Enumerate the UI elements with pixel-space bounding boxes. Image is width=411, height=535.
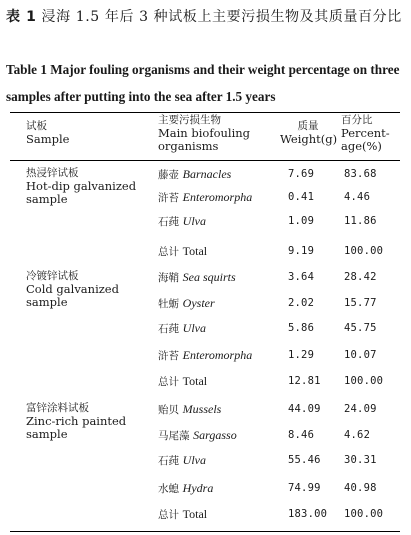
percentage-cell: 4.62 <box>344 429 371 441</box>
weight-cell: 183.00 <box>288 508 328 520</box>
weight-cell: 9.19 <box>288 245 315 257</box>
organism-name-zh: 水螅 <box>158 483 179 495</box>
organism-name-zh: 总计 <box>158 509 179 521</box>
weight-cell: 7.69 <box>288 168 315 180</box>
organism-name-zh: 石莼 <box>158 455 179 467</box>
organism-name-en: Hydra <box>182 481 214 495</box>
organism-name-zh: 石莼 <box>158 323 179 335</box>
header-weight-en: Weight(g) <box>280 132 338 146</box>
caption-english-text: Major fouling organisms and their weight percentage on three samples after putting into the sea after 1.5 years <box>6 62 400 104</box>
organism-name-zh: 贻贝 <box>158 404 179 416</box>
caption-english-label: Table 1 <box>6 62 47 77</box>
organism-name-en: Mussels <box>182 402 222 416</box>
organism-name-zh: 浒苔 <box>158 350 179 362</box>
organism-name-en: Enteromorpha <box>182 190 253 204</box>
caption-chinese <box>6 4 406 31</box>
weight-cell: 44.09 <box>288 403 321 415</box>
header-organism-en-1: Main biofouling <box>158 126 251 140</box>
organism-cell <box>158 190 252 205</box>
sample-name-en: Cold galvanized <box>26 282 119 296</box>
header-weight <box>280 120 336 146</box>
organism-name-zh: 总计 <box>158 246 179 258</box>
organism-cell <box>158 270 236 285</box>
header-percentage-en-1: Percent- <box>341 126 390 140</box>
percentage-cell: 100.00 <box>344 508 384 520</box>
organism-cell <box>158 507 207 522</box>
header-organism-en-2: organisms <box>158 139 219 153</box>
sample-group-label <box>26 402 126 441</box>
organism-name-en: Sargasso <box>193 428 237 442</box>
header-organism <box>158 114 250 153</box>
weight-cell: 8.46 <box>288 429 315 441</box>
weight-cell: 3.64 <box>288 271 315 283</box>
percentage-cell: 4.46 <box>344 191 371 203</box>
weight-cell: 0.41 <box>288 191 315 203</box>
organism-cell <box>158 374 207 389</box>
organism-name-zh: 海鞘 <box>158 272 179 284</box>
organism-name-en: Sea squirts <box>182 270 236 284</box>
sample-name-en-cont: sample <box>26 295 68 309</box>
percentage-cell: 83.68 <box>344 168 377 180</box>
header-sample-en: Sample <box>26 132 70 146</box>
organism-cell <box>158 167 231 182</box>
organism-name-en: Enteromorpha <box>182 348 253 362</box>
percentage-cell: 40.98 <box>344 482 377 494</box>
percentage-cell: 45.75 <box>344 322 377 334</box>
organism-cell <box>158 348 252 363</box>
percentage-cell: 10.07 <box>344 349 377 361</box>
header-organism-zh: 主要污损生物 <box>158 114 221 126</box>
weight-cell: 1.29 <box>288 349 315 361</box>
percentage-cell: 11.86 <box>344 215 377 227</box>
header-sample-zh: 试板 <box>26 120 47 132</box>
organism-name-en: Total <box>182 374 208 388</box>
organism-name-zh: 牡蛎 <box>158 298 179 310</box>
organism-name-en: Oyster <box>182 296 215 310</box>
table-header-rule <box>10 160 400 161</box>
organism-cell <box>158 214 206 229</box>
organism-name-zh: 浒苔 <box>158 192 179 204</box>
sample-group-label <box>26 270 119 309</box>
sample-name-zh: 冷镀锌试板 <box>26 270 79 282</box>
sample-name-zh: 热浸锌试板 <box>26 167 79 179</box>
weight-cell: 5.86 <box>288 322 315 334</box>
header-percentage-en-2: age(%) <box>341 139 382 153</box>
sample-name-zh: 富锌涂料试板 <box>26 402 89 414</box>
organism-name-zh: 藤壶 <box>158 169 179 181</box>
organism-cell <box>158 244 207 259</box>
sample-group-label <box>26 167 136 206</box>
percentage-cell: 100.00 <box>344 375 384 387</box>
weight-cell: 55.46 <box>288 454 321 466</box>
percentage-cell: 30.31 <box>344 454 377 466</box>
organism-name-zh: 总计 <box>158 376 179 388</box>
weight-cell: 74.99 <box>288 482 321 494</box>
organism-name-en: Ulva <box>182 453 206 467</box>
organism-name-zh: 马尾藻 <box>158 430 190 442</box>
weight-cell: 2.02 <box>288 297 315 309</box>
weight-cell: 1.09 <box>288 215 315 227</box>
organism-name-en: Total <box>182 507 208 521</box>
caption-chinese-text: 浸海 1.5 年后 3 种试板上主要污损生物及其质量百分比 <box>41 9 402 25</box>
weight-cell: 12.81 <box>288 375 321 387</box>
percentage-cell: 100.00 <box>344 245 384 257</box>
organism-name-en: Ulva <box>182 214 206 228</box>
organism-cell <box>158 428 237 443</box>
sample-name-en: Hot-dip galvanized <box>26 179 137 193</box>
caption-chinese-label: 表 1 <box>6 9 37 25</box>
organism-cell <box>158 402 221 417</box>
header-percentage <box>341 114 390 153</box>
table-bottom-rule <box>10 531 400 532</box>
organism-cell <box>158 321 206 336</box>
organism-cell <box>158 296 215 311</box>
organism-name-en: Ulva <box>182 321 206 335</box>
percentage-cell: 28.42 <box>344 271 377 283</box>
organism-cell <box>158 481 213 496</box>
sample-name-en-cont: sample <box>26 192 68 206</box>
sample-name-en-cont: sample <box>26 427 68 441</box>
organism-name-zh: 石莼 <box>158 216 179 228</box>
header-percentage-zh: 百分比 <box>341 114 373 126</box>
organism-name-en: Total <box>182 244 208 258</box>
header-weight-zh: 质量 <box>297 120 319 132</box>
percentage-cell: 15.77 <box>344 297 377 309</box>
caption-english <box>6 56 408 110</box>
organism-cell <box>158 453 206 468</box>
header-sample <box>26 120 69 146</box>
organism-name-en: Barnacles <box>182 167 232 181</box>
percentage-cell: 24.09 <box>344 403 377 415</box>
sample-name-en: Zinc-rich painted <box>26 414 127 428</box>
